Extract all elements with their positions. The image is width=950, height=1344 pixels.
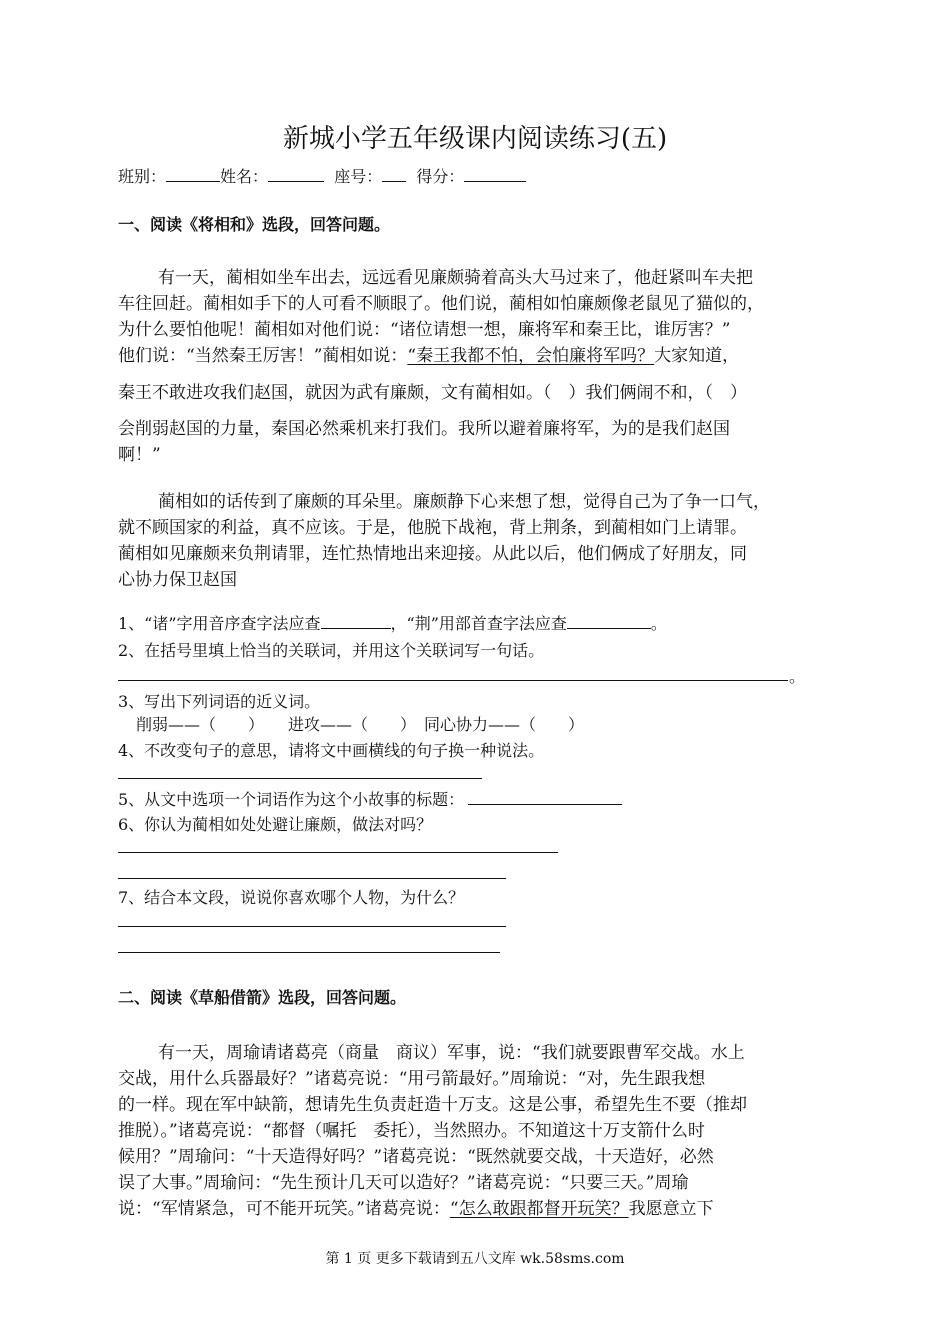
seat-label: 座号： [334,167,383,186]
q2-answer-line[interactable] [118,680,788,681]
s1-p2-line: 蔺相如的话传到了廉颇的耳朵里。廉颇静下心来想了想，觉得自己为了争一口气， [158,492,770,512]
q3-words: 削弱——（ ） 进攻——（ ） 同心协力——（ ） [136,715,585,734]
q1-text: 1、“诸”字用音序查字法应查 [118,614,321,633]
underlined-sentence: “秦王我都不怕，会怕廉将军吗？ [407,346,655,366]
class-label: 班别： [118,167,167,186]
underlined-sentence: “怎么敢跟都督开玩笑？ [449,1199,629,1219]
question-4: 4、不改变句子的意思，请将文中画横线的句子换一种说法。 [118,741,545,760]
s2-p-line: 交战，用什么兵器最好？”诸葛亮说：“用弓箭最好。”周瑜说：“对，先生跟我想 [118,1069,706,1089]
s2-p-line: 有一天，周瑜请诸葛亮（商量 商议）军事，说：“我们就要跟曹军交战。水上 [158,1043,745,1063]
s2-p-line: 的一样。现在军中缺箭，想请先生负责赶造十万支。这是公事，希望先生不要（推却 [118,1095,747,1115]
section1-heading: 一、阅读《将相和》选段，回答问题。 [118,215,391,234]
s2-p-line: 推脱）。”诸葛亮说：“都督（嘱托 委托），当然照办。不知道这十万支箭什么时 [118,1121,705,1141]
s1-p1-line: 会削弱赵国的力量，秦国必然乘机来打我们。我所以避着廉将军，为的是我们赵国 [118,419,730,439]
class-blank[interactable] [166,165,220,182]
s1-p1-line: 秦王不敢进攻我们赵国，就因为武有廉颇，文有蔺相如。（ ）我们俩闹不和，（ ） [118,383,747,403]
s1-p1-text: 大家知道， [654,346,740,366]
s1-p1-line: 有一天，蔺相如坐车出去，远远看见廉颇骑着高头大马过来了，他赶紧叫车夫把 [158,268,753,288]
question-3: 3、写出下列词语的近义词。 [118,692,321,711]
question-2: 2、在括号里填上恰当的关联词，并用这个关联词写一句话。 [118,641,545,660]
seat-blank[interactable] [382,165,406,182]
s2-p-line: 候用？”周瑜问：“十天造得好吗？”诸葛亮说：“既然就要交战，十天造好，必然 [118,1147,714,1167]
q4-answer-line[interactable] [118,778,482,779]
s1-p2-line: 蔺相如见廉颇来负荆请罪，连忙热情地出来迎接。从此以后，他们俩成了好朋友，同 [118,544,747,564]
q5-blank[interactable] [468,788,622,805]
score-label: 得分： [416,167,465,186]
s1-p2-line: 就不顾国家的利益，真不应该。于是，他脱下战袍，背上荆条，到蔺相如门上请罪。 [118,518,747,538]
q2-end-mark: 。 [789,667,806,686]
page-footer: 第 1 页 更多下载请到五八文库 wk.58sms.com [325,1251,625,1267]
s1-p1-line: 啊！” [118,445,161,465]
question-1 [118,611,667,634]
q6-answer-line[interactable] [118,852,558,853]
s1-p1-line [118,343,739,369]
name-label: 姓名： [220,167,269,186]
s2-p-text: 说：“军情紧急，可不能开玩笑。”诸葛亮说： [118,1199,450,1219]
q6-answer-line[interactable] [118,878,506,879]
page-title: 新城小学五年级课内阅读练习(五) [282,124,668,154]
s2-p-line: 误了大事。”周瑜问：“先生预计几天可以造好？”诸葛亮说：“只要三天。”周瑜 [118,1173,689,1193]
q5-text: 5、从文中选项一个词语作为这个小故事的标题： [118,790,465,809]
score-blank[interactable] [464,165,526,182]
s2-p-text: 我愿意立下 [628,1199,714,1219]
section2-heading: 二、阅读《草船借箭》选段，回答问题。 [118,988,407,1007]
q1-blank-b[interactable] [567,612,651,629]
question-6: 6、你认为蔺相如处处避让廉颇，做法对吗？ [118,815,433,834]
question-5 [118,787,622,810]
s1-p1-line: 车往回赶。蔺相如手下的人可看不顺眼了。他们说，蔺相如怕廉颇像老鼠见了猫似的， [118,294,764,314]
name-blank[interactable] [268,165,324,182]
question-7: 7、结合本文段，说说你喜欢哪个人物，为什么？ [118,888,465,907]
q1-blank-a[interactable] [321,612,391,629]
q1-text: 。 [650,614,667,633]
s1-p2-line: 心协力保卫赵国 [118,570,237,590]
q7-answer-line[interactable] [118,926,506,927]
student-info [118,164,526,187]
q7-answer-line[interactable] [118,952,500,953]
q1-text: ，“荆”用部首查字法应查 [390,614,567,633]
s2-p-line [118,1196,714,1222]
s1-p1-text: 他们说：“当然秦王厉害！”蔺相如说： [118,346,408,366]
s1-p1-line: 为什么要怕他呢！蔺相如对他们说：“诸位请想一想，廉将军和秦王比，谁厉害？” [118,320,731,340]
